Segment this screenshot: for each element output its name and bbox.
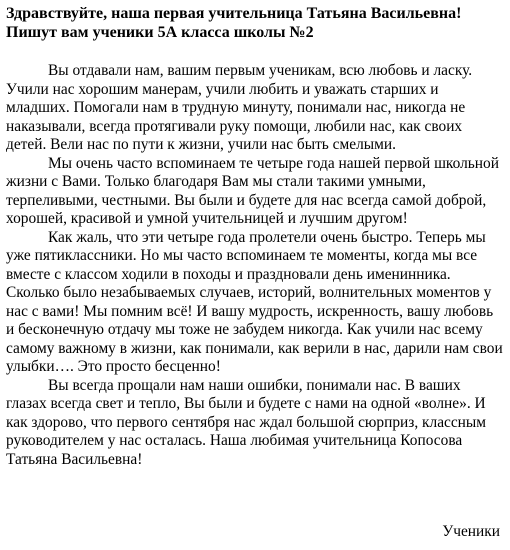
letter-greeting: Здравствуйте, наша первая учительница Татьяна Васильевна! (6, 5, 462, 22)
letter (6, 4, 504, 469)
letter-paragraph-3: Как жаль, что эти четыре года пролетели очень быстро. Теперь мы уже пятиклассники. Но мы часто вспоминаем те моменты, когда мы все вместе с классом ходили в походы и праздновали день именинника. Сколько было незабываемых случаев, историй, волнительных моментов у нас с вами! Мы помним всё! И вашу мудрость, искренность, вашу любовь и бесконечную отдачу мы тоже не забудем никогда. Как учили нас всему самому важному в жизни, как понимали, как верили в нас, дарили нам свои улыбки…. Это просто бесценно! (6, 228, 503, 375)
heading-spacer (6, 42, 504, 62)
letter-paragraph-2: Мы очень часто вспоминаем те четыре года нашей первой школьной жизни с Вами. Только благодаря Вам мы стали такими умными, терпеливыми, честными. Вы были и будете для нас всегда самой доброй, хорошей, красивой и умной учительницей и лучшим другом! (6, 154, 499, 227)
letter-subheading: Пишут вам ученики 5А класса школы №2 (6, 24, 314, 41)
letter-paragraph-4: Вы всегда прощали нам наши ошибки, понимали нас. В ваших глазах всегда свет и тепло, Вы были и будете с нами на одной «волне». И как здорово, что первого сентября нас ждал большой сюрприз, классным руководителем у нас осталась. Наша любимая учительница Копосова Татьяна Васильевна! (6, 376, 487, 468)
letter-paragraph-1: Вы отдавали нам, вашим первым ученикам, всю любовь и ласку. Учили нас хорошим манерам, учили любить и уважать старших и младших. Помогали нам в трудную минуту, понимали нас, никогда не наказывали, всегда протягивали руку помощи, любили нас, как своих детей. Вели нас по пути к жизни, учили нас быть смелыми. (6, 62, 473, 153)
letter-signature: Ученики (442, 523, 500, 540)
